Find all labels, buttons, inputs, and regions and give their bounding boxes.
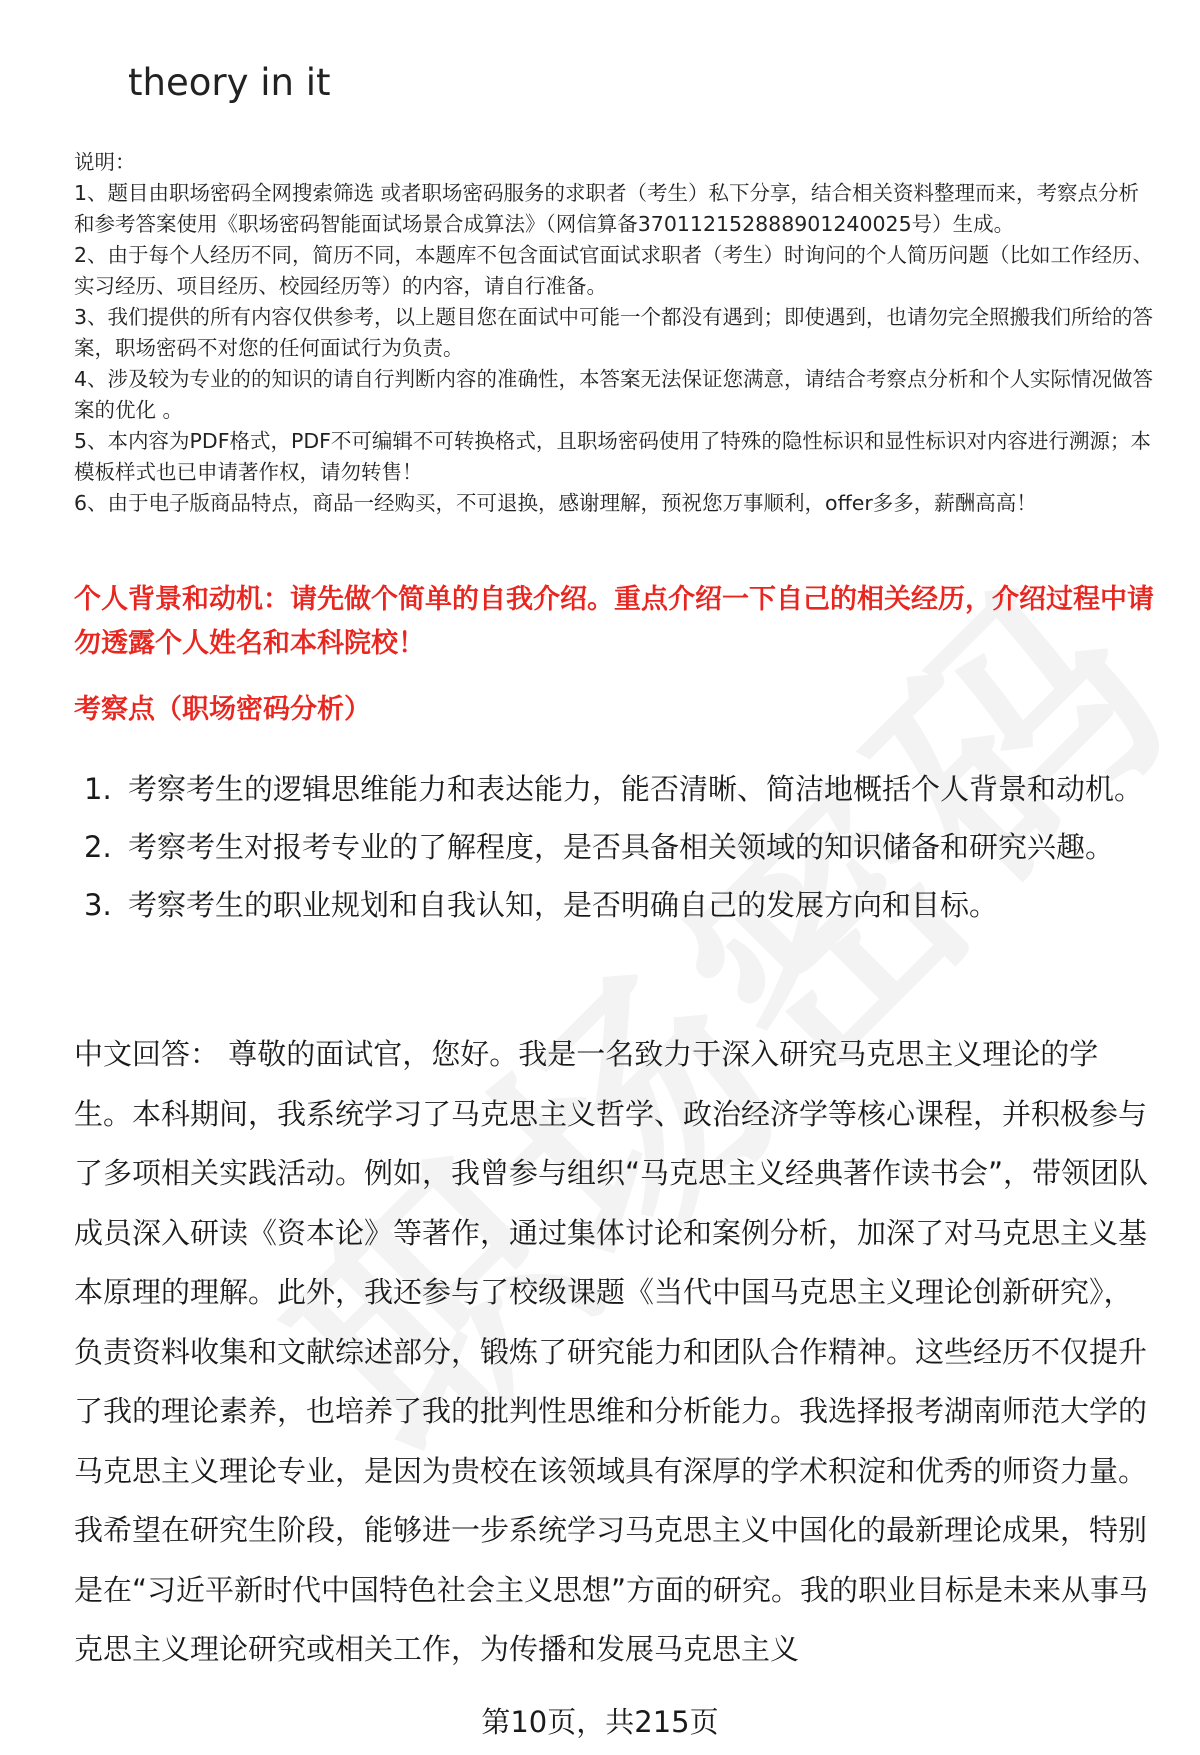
point-text: 考察考生对报考专业的了解程度，是否具备相关领域的知识储备和研究兴趣。 <box>128 830 1115 864</box>
note-item: 6、由于电子版商品特点，商品一经购买，不可退换，感谢理解，预祝您万事顺利，offer多多，薪酬高高！ <box>74 491 1037 515</box>
note-item: 3、我们提供的所有内容仅供参考，以上题目您在面试中可能一个都没有遇到；即使遇到，也请勿完全照搬我们所给的答案，职场密码不对您的任何面试行为负责。 <box>74 305 1154 360</box>
point-text: 考察考生的职业规划和自我认知，是否明确自己的发展方向和目标。 <box>128 888 999 922</box>
analysis-points-list <box>74 760 1154 934</box>
analysis-point <box>74 818 1154 876</box>
chinese-answer: 中文回答： 尊敬的面试官，您好。我是一名致力于深入研究马克思主义理论的学生。本科期间，我系统学习了马克思主义哲学、政治经济学等核心课程，并积极参与了多项相关实践活动。例如，我曾参与组织“马克思主义经典著作读书会”，带领团队成员深入研读《资本论》等著作，通过集体讨论和案例分析，加深了对马克思主义基本原理的理解。此外，我还参与了校级课题《当代中国马克思主义理论创新研究》，负责资料收集和文献综述部分，锻炼了研究能力和团队合作精神。这些经历不仅提升了我的理论素养，也培养了我的批判性思维和分析能力。我选择报考湖南师范大学的马克思主义理论专业，是因为贵校在该领域具有深厚的学术积淀和优秀的师资力量。我希望在研究生阶段，能够进一步系统学习马克思主义中国化的最新理论成果，特别是在“习近平新时代中国特色社会主义思想”方面的研究。我的职业目标是未来从事马克思主义理论研究或相关工作，为传播和发展马克思主义 <box>74 1037 1149 1666</box>
carryover-text: theory in it <box>128 61 331 104</box>
analysis-point <box>74 760 1154 818</box>
note-item: 1、题目由职场密码全网搜索筛选 或者职场密码服务的求职者（考生）私下分享，结合相关资料整理而来，考察点分析和参考答案使用《职场密码智能面试场景合成算法》（网信算备370112152888901240025号）生成。 <box>74 181 1140 236</box>
point-number: 1. <box>84 772 112 806</box>
analysis-point <box>74 876 1154 934</box>
point-number: 3. <box>84 888 112 922</box>
disclaimer-notes <box>74 147 1154 519</box>
point-text: 考察考生的逻辑思维能力和表达能力，能否清晰、简洁地概括个人背景和动机。 <box>128 772 1144 806</box>
point-number: 2. <box>84 830 112 864</box>
interview-question: 个人背景和动机：请先做个简单的自我介绍。重点介绍一下自己的相关经历，介绍过程中请勿透露个人姓名和本科院校！ <box>74 584 1154 659</box>
page-number: 第10页，共215页 <box>481 1705 719 1739</box>
note-item: 2、由于每个人经历不同，简历不同，本题库不包含面试官面试求职者（考生）时询问的个人简历问题（比如工作经历、实习经历、项目经历、校园经历等）的内容，请自行准备。 <box>74 243 1154 298</box>
note-item: 4、涉及较为专业的的知识的请自行判断内容的准确性，本答案无法保证您满意，请结合考察点分析和个人实际情况做答案的优化 。 <box>74 367 1154 422</box>
notes-title: 说明： <box>74 150 136 174</box>
analysis-heading: 考察点（职场密码分析） <box>74 694 371 725</box>
note-item: 5、本内容为PDF格式，PDF不可编辑不可转换格式，且职场密码使用了特殊的隐性标识和显性标识对内容进行溯源；本模板样式也已申请著作权，请勿转售！ <box>74 429 1151 484</box>
